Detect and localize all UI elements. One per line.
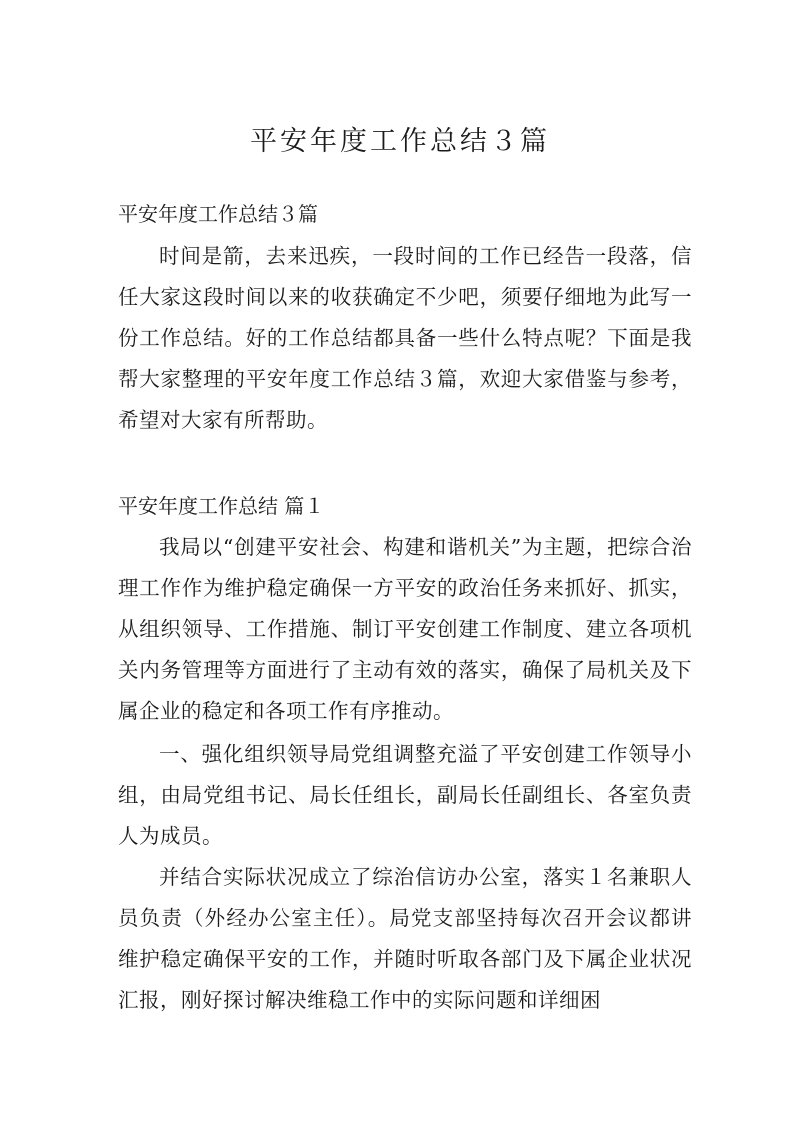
intro-paragraph: 时间是箭，去来迅疾，一段时间的工作已经告一段落，信任大家这段时间以来的收获确定不少吧，须要仔细地为此写一份工作总结。好的工作总结都具备一些什么特点呢？下面是我帮大家整理的平安年度工作总结３篇，欢迎大家借鉴与参考，希望对大家有所帮助。: [118, 244, 692, 432]
section1-heading: 平安年度工作总结 篇１: [118, 494, 325, 518]
intro-heading: 平安年度工作总结３篇: [118, 202, 318, 226]
document-title: 平安年度工作总结３篇: [250, 126, 550, 157]
section1-paragraph-3: 并结合实际状况成立了综治信访办公室，落实１名兼职人员负责（外经办公室主任）。局党支部坚持每次召开会议都讲维护稳定确保平安的工作，并随时听取各部门及下属企业状况汇报，刚好探讨解决维稳工作中的实际问题和详细困: [118, 865, 692, 1012]
section1-paragraph-1: 我局以“创建平安社会、构建和谐机关”为主题，把综合治理工作作为维护稳定确保一方平安的政治任务来抓好、抓实，从组织领导、工作措施、制订平安创建工作制度、建立各项机关内务管理等方面进行了主动有效的落实，确保了局机关及下属企业的稳定和各项工作有序推动。: [118, 535, 692, 723]
section1-paragraph-2: 一、强化组织领导局党组调整充溢了平安创建工作领导小组，由局党组书记、局长任组长，副局长任副组长、各室负责人为成员。: [118, 742, 692, 848]
